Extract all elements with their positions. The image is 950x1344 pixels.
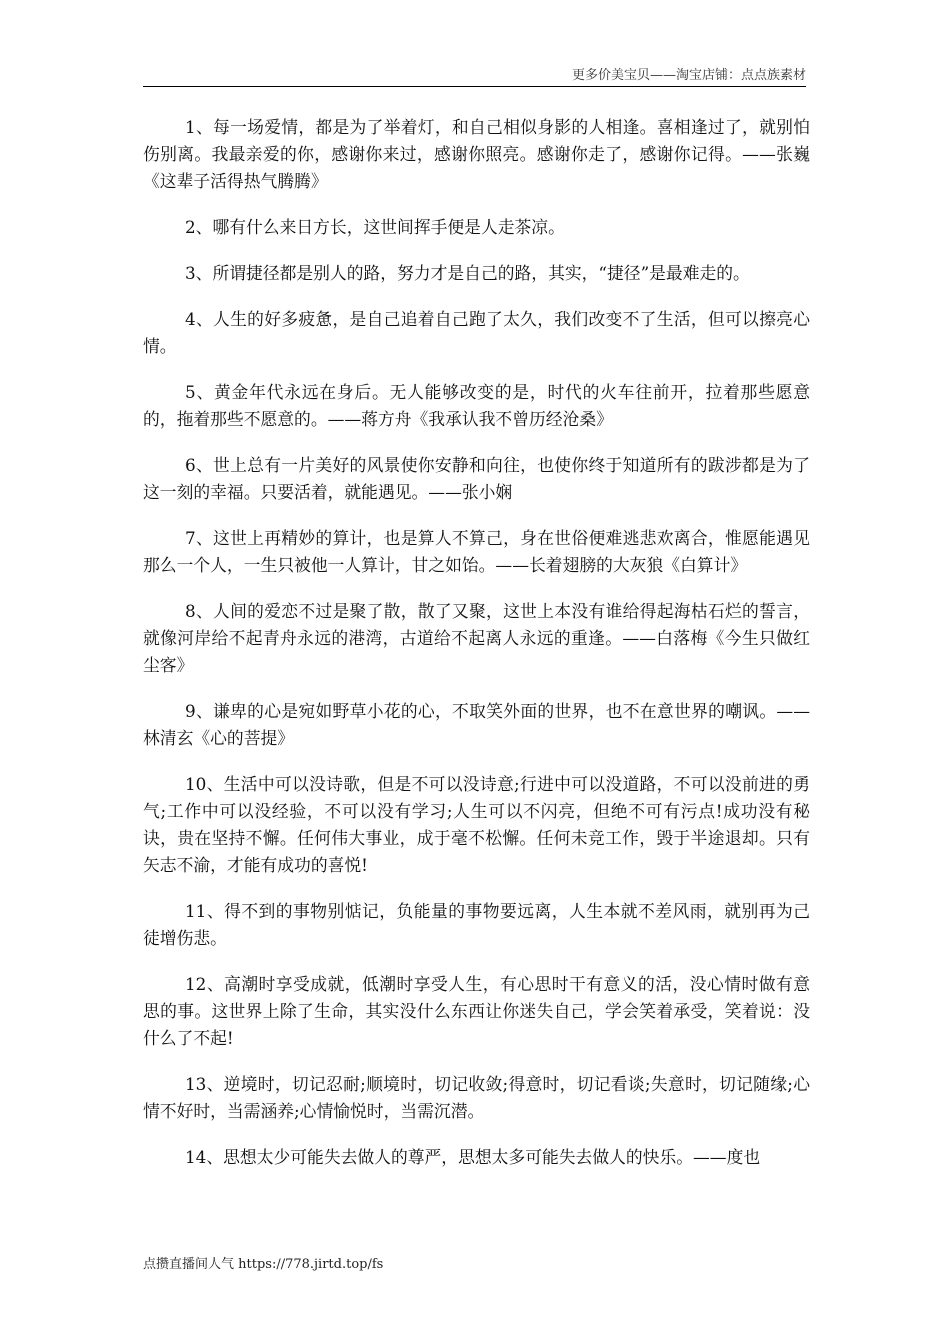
paragraph: 7、这世上再精妙的算计，也是算人不算己，身在世俗便难逃悲欢离合，惟愿能遇见那么一个人，一生只被他一人算计，甘之如饴。——长着翅膀的大灰狼《白算计》 <box>143 528 810 575</box>
page-footer: 点攒直播间人气 https://778.jirtd.top/fs <box>143 1257 384 1272</box>
paragraph: 2、哪有什么来日方长，这世间挥手便是人走茶凉。 <box>185 217 565 237</box>
paragraph: 3、所谓捷径都是别人的路，努力才是自己的路，其实，“捷径”是最难走的。 <box>185 263 750 283</box>
paragraph: 13、逆境时，切记忍耐;顺境时，切记收敛;得意时，切记看谈;失意时，切记随缘;心情不好时，当需涵养;心情愉悦时，当需沉潜。 <box>143 1074 810 1121</box>
paragraph: 5、黄金年代永远在身后。无人能够改变的是，时代的火车往前开，拉着那些愿意的，拖着那些不愿意的。——蒋方舟《我承认我不曾历经沧桑》 <box>143 382 810 429</box>
paragraph: 1、每一场爱情，都是为了举着灯，和自己相似身影的人相逢。喜相逢过了，就别怕伤别离。我最亲爱的你，感谢你来过，感谢你照亮。感谢你走了，感谢你记得。——张巍《这辈子活得热气腾腾》 <box>143 117 810 191</box>
header-divider <box>143 86 806 87</box>
paragraph: 8、人间的爱恋不过是聚了散，散了又聚，这世上本没有谁给得起海枯石烂的誓言，就像河岸给不起青舟永远的港湾，古道给不起离人永远的重逢。——白落梅《今生只做红尘客》 <box>143 601 810 675</box>
page-header: 更多价美宝贝——淘宝店铺：点点族素材 <box>571 68 806 83</box>
paragraph: 12、高潮时享受成就，低潮时享受人生，有心思时干有意义的活，没心情时做有意思的事。这世界上除了生命，其实没什么东西让你迷失自己，学会笑着承受，笑着说：没什么了不起! <box>143 974 810 1048</box>
paragraph: 9、谦卑的心是宛如野草小花的心，不取笑外面的世界，也不在意世界的嘲讽。——林清玄《心的菩提》 <box>143 701 810 748</box>
paragraph: 10、生活中可以没诗歌，但是不可以没诗意;行进中可以没道路，不可以没前进的勇气;工作中可以没经验，不可以没有学习;人生可以不闪亮，但绝不可有污点!成功没有秘诀，贵在坚持不懈。任何伟大事业，成于毫不松懈。任何未竞工作，毁于半途退却。只有矢志不渝，才能有成功的喜悦! <box>143 774 810 875</box>
paragraph: 6、世上总有一片美好的风景使你安静和向往，也使你终于知道所有的跋涉都是为了这一刻的幸福。只要活着，就能遇见。——张小娴 <box>143 455 810 502</box>
paragraph: 11、得不到的事物别惦记，负能量的事物要远离，人生本就不差风雨，就别再为己徒增伤悲。 <box>143 901 810 948</box>
document-body <box>143 114 810 1190</box>
paragraph: 14、思想太少可能失去做人的尊严，思想太多可能失去做人的快乐。——度也 <box>185 1147 761 1167</box>
paragraph: 4、人生的好多疲惫，是自己追着自己跑了太久，我们改变不了生活，但可以擦亮心情。 <box>143 309 810 356</box>
